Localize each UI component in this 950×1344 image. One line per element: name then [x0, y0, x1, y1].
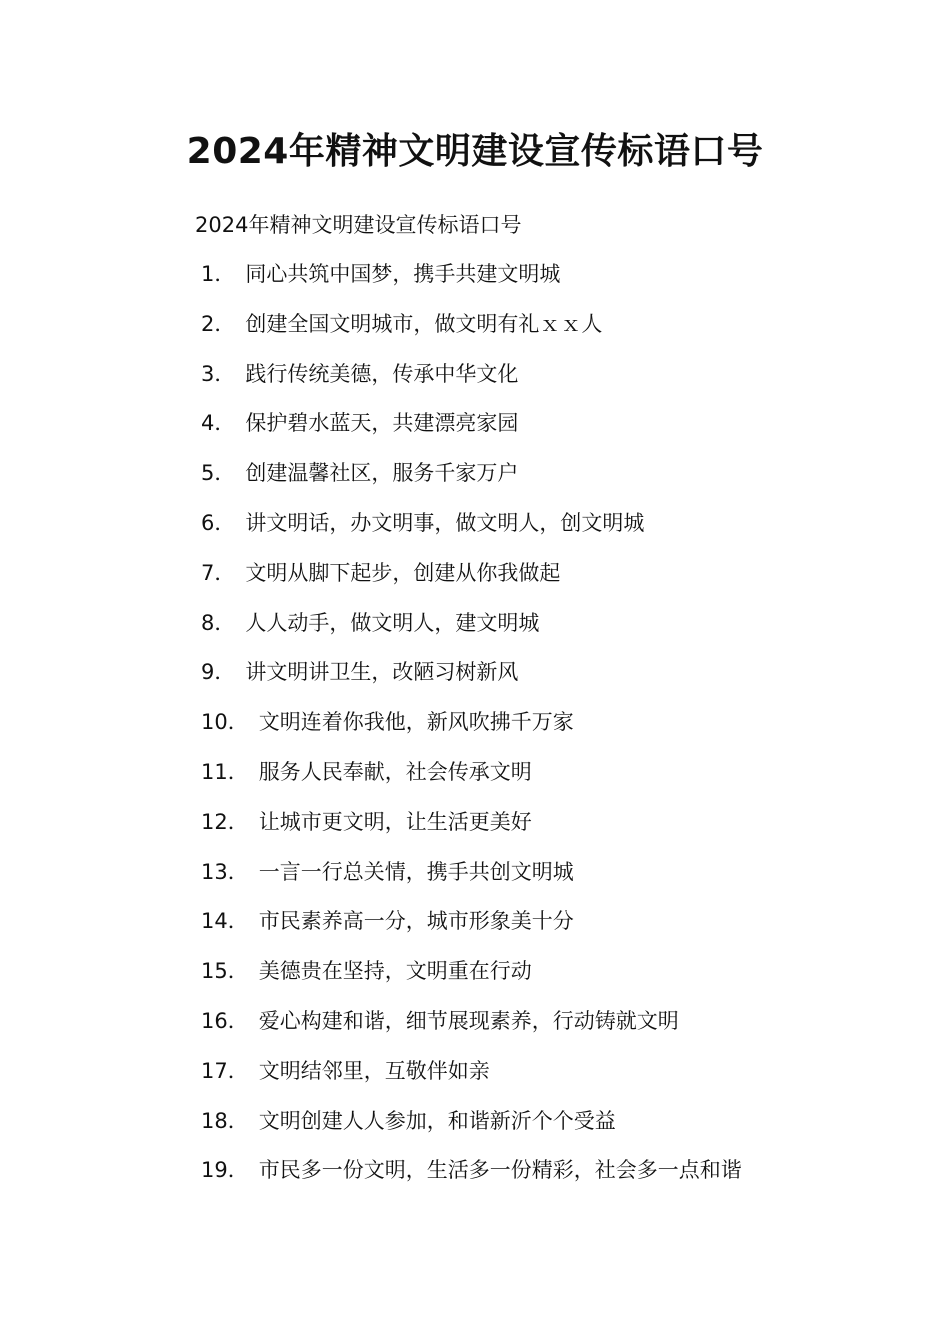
slogan-text: 市民多一份文明，生活多一份精彩，社会多一点和谐: [258, 1158, 742, 1183]
slogan-text: 讲文明讲卫生，改陋习树新风: [245, 660, 519, 685]
slogan-text: 服务人民奉献，社会传承文明: [258, 759, 532, 784]
slogan-number: 3．: [201, 361, 236, 386]
slogan-item: [201, 359, 742, 409]
slogan-item: [201, 657, 742, 707]
slogan-text: 创建全国文明城市，做文明有礼ｘｘ人: [245, 311, 603, 336]
slogan-number: 5．: [201, 461, 236, 486]
slogan-item: [201, 558, 742, 608]
slogan-text: 文明连着你我他，新风吹拂千万家: [258, 710, 574, 735]
slogan-number: 17．: [201, 1058, 249, 1083]
slogan-text: 践行传统美德，传承中华文化: [245, 361, 519, 386]
slogan-item: [201, 857, 742, 907]
slogan-text: 文明创建人人参加，和谐新沂个个受益: [258, 1108, 616, 1133]
slogan-text: 同心共筑中国梦，携手共建文明城: [245, 262, 561, 286]
slogan-text: 一言一行总关情，携手共创文明城: [258, 859, 574, 884]
slogan-item: [201, 757, 742, 807]
slogan-number: 15．: [201, 959, 249, 984]
slogan-number: 11．: [201, 759, 249, 784]
document-subtitle: 2024年精神文明建设宣传标语口号: [195, 213, 522, 237]
slogan-number: 16．: [201, 1008, 249, 1033]
slogan-number: 14．: [201, 909, 249, 934]
slogan-number: 2．: [201, 311, 236, 336]
slogan-list: [201, 259, 742, 1205]
slogan-item: [201, 807, 742, 857]
slogan-item: [201, 508, 742, 558]
slogan-item: [201, 259, 742, 309]
slogan-item: [201, 408, 742, 458]
slogan-number: 6．: [201, 510, 236, 535]
slogan-number: 8．: [201, 610, 236, 635]
slogan-item: [201, 608, 742, 658]
slogan-number: 18．: [201, 1108, 249, 1133]
slogan-item: [201, 458, 742, 508]
slogan-text: 让城市更文明，让生活更美好: [258, 809, 532, 834]
slogan-item: [201, 1155, 742, 1205]
slogan-number: 9．: [201, 660, 236, 685]
slogan-item: [201, 1106, 742, 1156]
slogan-text: 文明从脚下起步，创建从你我做起: [245, 560, 561, 585]
slogan-text: 市民素养高一分，城市形象美十分: [258, 909, 574, 934]
slogan-text: 创建温馨社区，服务千家万户: [245, 461, 519, 486]
slogan-number: 12．: [201, 809, 249, 834]
slogan-text: 爱心构建和谐，细节展现素养，行动铸就文明: [258, 1008, 679, 1033]
slogan-item: [201, 1056, 742, 1106]
slogan-text: 讲文明话，办文明事，做文明人，创文明城: [245, 510, 645, 535]
slogan-number: 1．: [201, 262, 236, 286]
document-title: 2024年精神文明建设宣传标语口号: [186, 131, 764, 172]
slogan-item: [201, 707, 742, 757]
slogan-text: 人人动手，做文明人，建文明城: [245, 610, 540, 635]
slogan-item: [201, 906, 742, 956]
slogan-number: 13．: [201, 859, 249, 884]
slogan-number: 19．: [201, 1158, 249, 1183]
slogan-number: 7．: [201, 560, 236, 585]
slogan-text: 保护碧水蓝天，共建漂亮家园: [245, 411, 519, 436]
slogan-item: [201, 1006, 742, 1056]
slogan-text: 文明结邻里，互敬伴如亲: [258, 1058, 490, 1083]
slogan-number: 4．: [201, 411, 236, 436]
slogan-item: [201, 309, 742, 359]
slogan-text: 美德贵在坚持，文明重在行动: [258, 959, 532, 984]
slogan-item: [201, 956, 742, 1006]
slogan-number: 10．: [201, 710, 249, 735]
